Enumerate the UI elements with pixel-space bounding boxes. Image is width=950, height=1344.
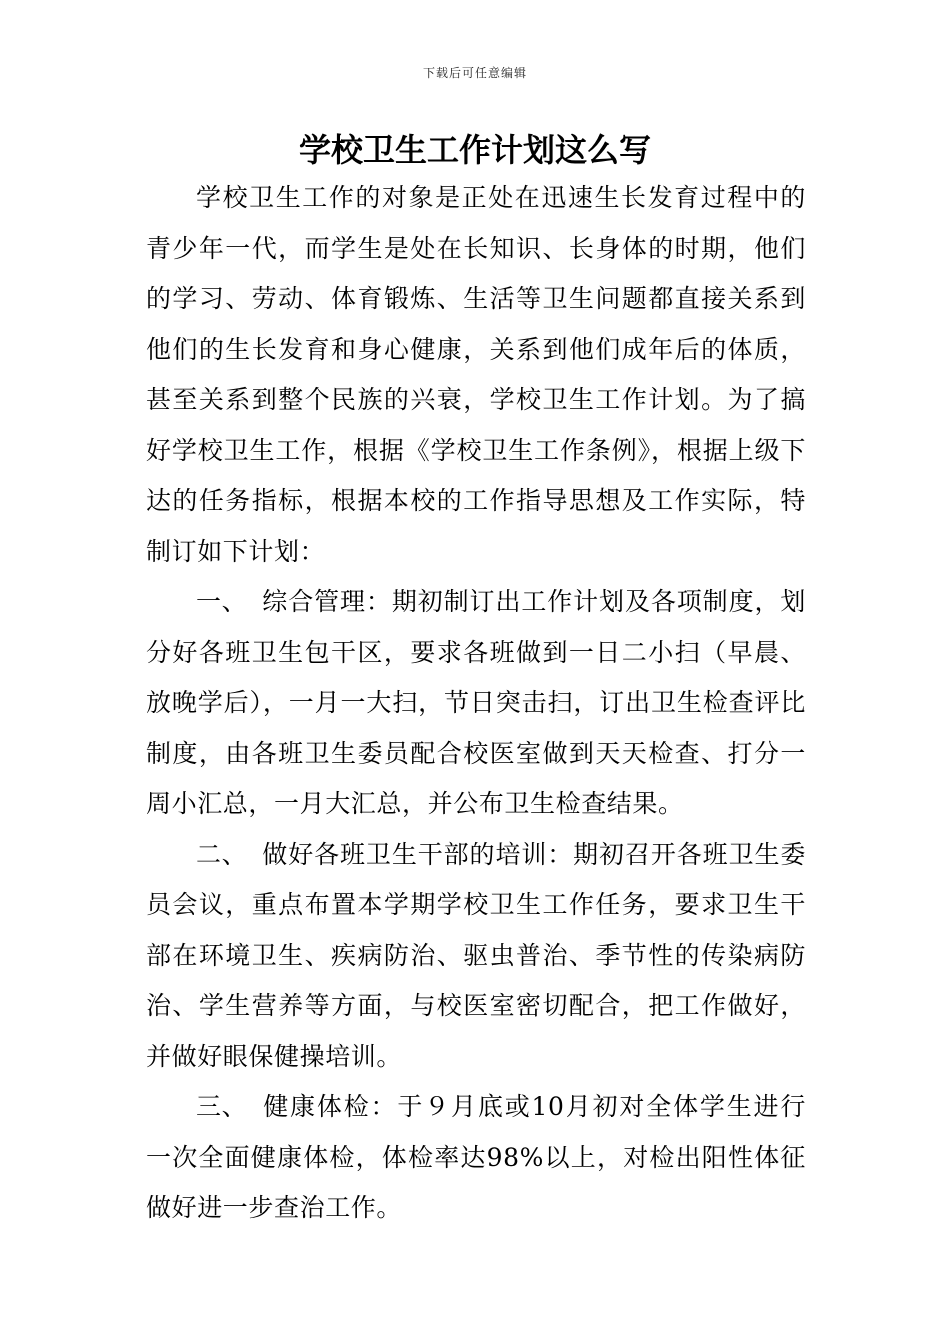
- download-note: 下载后可任意编辑: [422, 66, 527, 80]
- list-item: [146, 577, 806, 830]
- item-number: 一、: [196, 587, 248, 616]
- intro-paragraph: 学校卫生工作的对象是正处在迅速生长发育过程中的青少年一代，而学生是处在长知识、长身体的时期，他们的学习、劳动、体育锻炼、生活等卫生问题都直接关系到他们的生长发育和身心健康，关系到他们成年后的体质，甚至关系到整个民族的兴衰，学校卫生工作计划。为了搞好学校卫生工作，根据《学校卫生工作条例》，根据上级下达的任务指标，根据本校的工作指导思想及工作实际，特制订如下计划：: [146, 183, 806, 566]
- page-title: 学校卫生工作计划这么写: [298, 131, 651, 169]
- list-item: [146, 1082, 806, 1234]
- item-number: 三、: [196, 1092, 248, 1121]
- item-text: 综合管理：期初制订出工作计划及各项制度，划分好各班卫生包干区，要求各班做到一日二小扫（早晨、放晚学后），一月一大扫，节日突击扫，订出卫生检查评比制度，由各班卫生委员配合校医室做到天天检查、打分一周小汇总，一月大汇总，并公布卫生检查结果。: [146, 587, 806, 818]
- list-item: [146, 830, 806, 1083]
- item-text: 做好各班卫生干部的培训：期初召开各班卫生委员会议，重点布置本学期学校卫生工作任务，要求卫生干部在环境卫生、疾病防治、驱虫普治、季节性的传染病防治、学生营养等方面，与校医室密切配合，把工作做好，并做好眼保健操培训。: [146, 839, 806, 1071]
- item-number: 二、: [196, 839, 248, 869]
- item-text: 健康体检：于９月底或10月初对全体学生进行一次全面健康体检，体检率达98%以上，对检出阳性体征做好进一步查治工作。: [146, 1092, 806, 1222]
- document-body: [146, 173, 806, 1234]
